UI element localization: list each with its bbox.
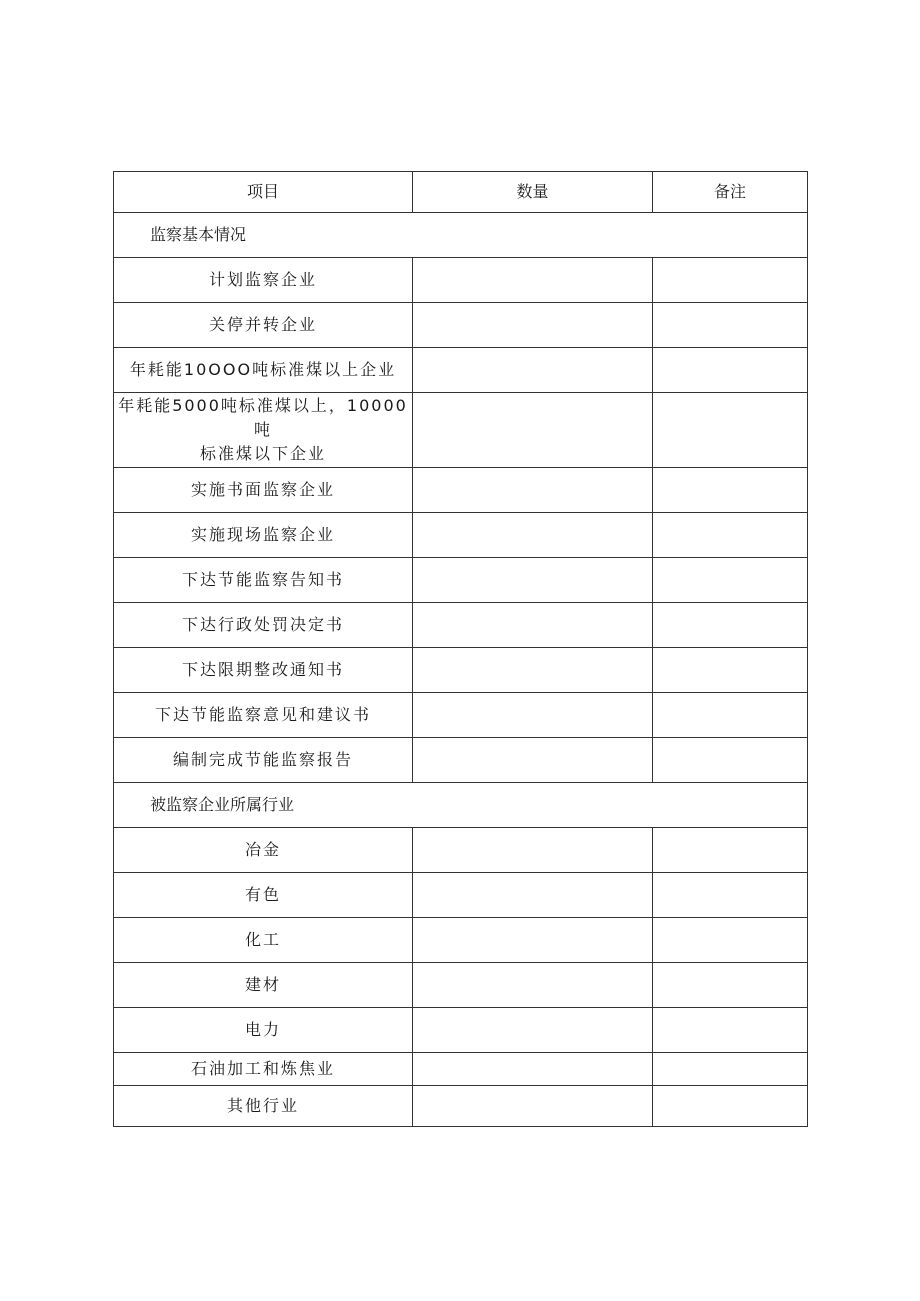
row-item: 下达行政处罚决定书 [114,603,413,648]
row-quantity [413,348,653,393]
table-row [114,303,808,348]
row-quantity [413,1086,653,1127]
row-quantity [413,1008,653,1053]
table-row [114,738,808,783]
row-quantity [413,693,653,738]
table-row [114,468,808,513]
table-row [114,828,808,873]
table-row [114,348,808,393]
row-note [653,393,808,468]
row-item: 关停并转企业 [114,303,413,348]
row-note [653,258,808,303]
row-note [653,918,808,963]
row-quantity [413,603,653,648]
row-note [653,558,808,603]
row-item-line2: 标准煤以下企业 [199,444,326,463]
row-quantity [413,963,653,1008]
table-row [114,1053,808,1086]
row-note [653,303,808,348]
header-quantity: 数量 [413,172,653,213]
header-item: 项目 [114,172,413,213]
row-item: 下达节能监察意见和建议书 [114,693,413,738]
row-quantity [413,918,653,963]
row-note [653,828,808,873]
row-quantity [413,303,653,348]
row-item: 建材 [114,963,413,1008]
section-row-industry [114,783,808,828]
row-note [653,738,808,783]
row-note [653,648,808,693]
table-row [114,873,808,918]
row-note [653,348,808,393]
row-item: 下达限期整改通知书 [114,648,413,693]
section-title: 监察基本情况 [114,213,808,258]
row-quantity [413,873,653,918]
row-quantity [413,1053,653,1086]
row-note [653,873,808,918]
row-item: 石油加工和炼焦业 [114,1053,413,1086]
row-item: 年耗能10OOO吨标准煤以上企业 [114,348,413,393]
row-item: 计划监察企业 [114,258,413,303]
row-quantity [413,738,653,783]
row-item: 下达节能监察告知书 [114,558,413,603]
row-item: 冶金 [114,828,413,873]
row-note [653,963,808,1008]
row-item: 编制完成节能监察报告 [114,738,413,783]
row-item-line1: 年耗能5000吨标准煤以上，10000吨 [118,396,408,439]
row-quantity [413,258,653,303]
row-item: 实施书面监察企业 [114,468,413,513]
table-row [114,258,808,303]
row-quantity [413,468,653,513]
header-note: 备注 [653,172,808,213]
row-note [653,1053,808,1086]
row-note [653,1086,808,1127]
row-item: 化工 [114,918,413,963]
row-item: 电力 [114,1008,413,1053]
row-note [653,513,808,558]
table-row [114,1086,808,1127]
table-row [114,513,808,558]
inspection-stats-table [113,171,808,1127]
section-row-basic [114,213,808,258]
table-row [114,693,808,738]
row-note [653,693,808,738]
row-item: 其他行业 [114,1086,413,1127]
row-quantity [413,828,653,873]
row-item: 实施现场监察企业 [114,513,413,558]
row-item [114,393,413,468]
table-row [114,648,808,693]
row-quantity [413,648,653,693]
row-quantity [413,558,653,603]
row-item: 有色 [114,873,413,918]
table-row [114,558,808,603]
row-note [653,603,808,648]
table-header-row [114,172,808,213]
table-row [114,393,808,468]
section-title: 被监察企业所属行业 [114,783,808,828]
row-note [653,468,808,513]
table-row [114,963,808,1008]
row-quantity [413,513,653,558]
row-note [653,1008,808,1053]
row-quantity [413,393,653,468]
table-row [114,603,808,648]
table-row [114,1008,808,1053]
table-row [114,918,808,963]
